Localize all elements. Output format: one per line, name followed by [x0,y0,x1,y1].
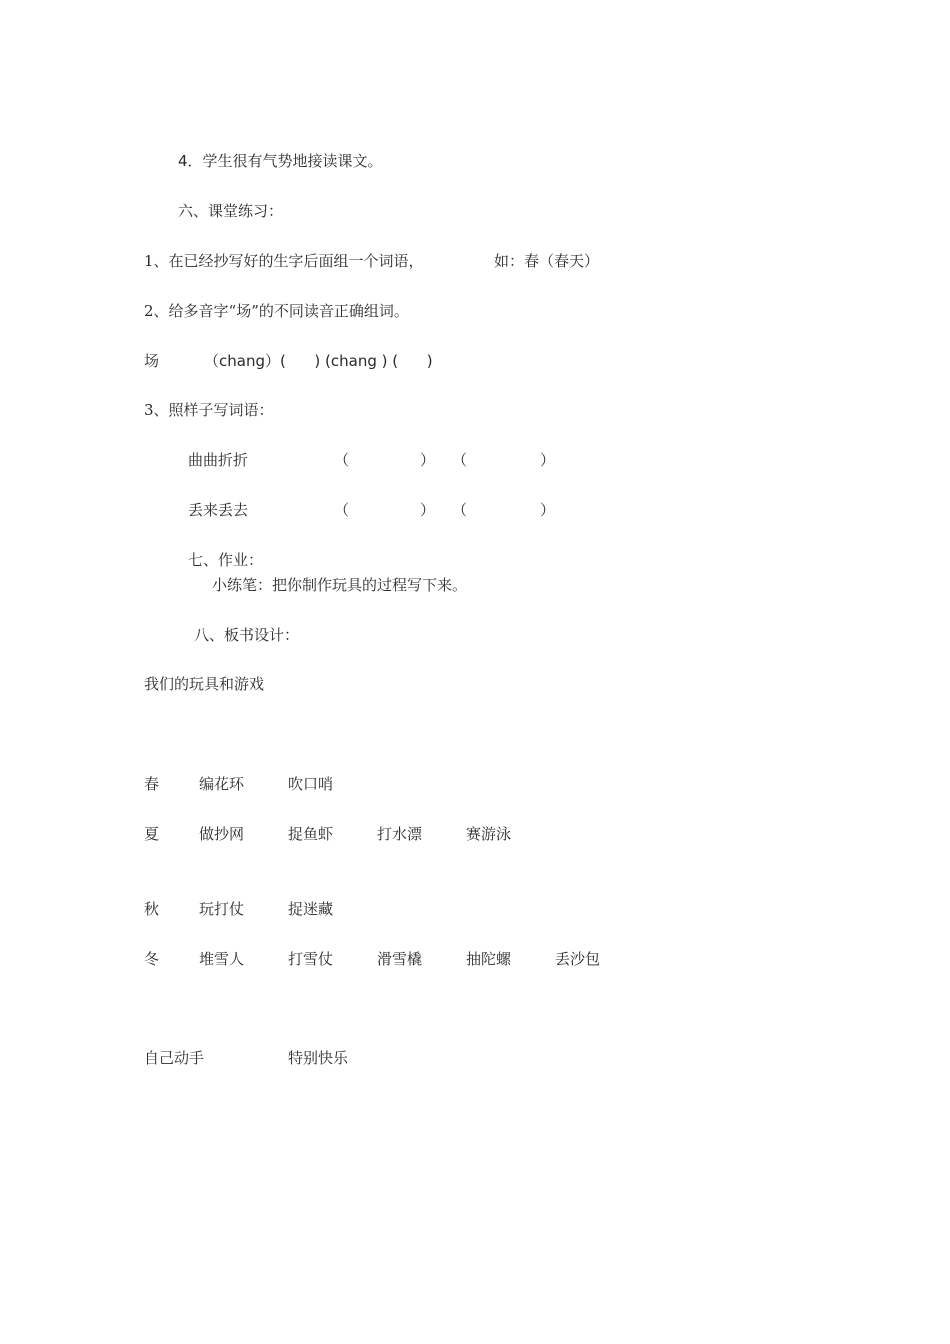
activity-item: 捉鱼虾 [288,825,334,843]
board-footer-right: 特别快乐 [288,1049,349,1067]
item-4-text: 学生很有气势地接读课文。 [202,152,383,170]
blank-2-close: ） [540,501,556,519]
exercise-2-char: 场 [144,352,160,370]
board-title: 我们的玩具和游戏 [144,675,265,693]
activity-item: 打雪仗 [288,950,334,968]
exercise-3-text: 3、照样子写词语： [144,401,274,419]
example-word: 丢来丢去 [188,501,249,519]
activity-item: 吹口哨 [288,775,334,793]
blank-1-open: （ [334,501,350,519]
section-7-title: 七、作业： [188,551,264,569]
activity-item: 捉迷藏 [288,900,334,918]
section-6-title: 六、课堂练习： [178,202,284,220]
activity-item: 丢沙包 [555,950,601,968]
item-4-number: 4． [178,152,203,170]
activity-item: 抽陀螺 [466,950,512,968]
blank-2-open: （ [452,501,468,519]
homework-text: 小练笔：把你制作玩具的过程写下来。 [212,576,468,594]
blank-1-close: ） [420,451,436,469]
activity-item: 打水漂 [377,825,423,843]
blank-2-open: （ [452,451,468,469]
exercise-2-text: 2、给多音字“场”的不同读音正确组词。 [144,302,409,320]
activity-item: 滑雪橇 [377,950,423,968]
blank-1-close: ） [420,501,436,519]
section-8-title: 八、板书设计： [194,626,300,644]
activity-item: 编花环 [199,775,245,793]
example-word: 曲曲折折 [188,451,249,469]
season-label: 夏 [144,825,160,843]
activity-item: 堆雪人 [199,950,245,968]
board-footer-left: 自己动手 [144,1049,205,1067]
exercise-2-pinyin-blanks: （chang）( ) (chang ) ( ) [204,352,433,370]
season-label: 冬 [144,950,160,968]
activity-item: 玩打仗 [199,900,245,918]
blank-2-close: ） [540,451,556,469]
exercise-1-example: 如：春（春天） [494,252,600,270]
activity-item: 做抄网 [199,825,245,843]
activity-item: 赛游泳 [466,825,512,843]
season-label: 春 [144,775,160,793]
season-label: 秋 [144,900,160,918]
blank-1-open: （ [334,451,350,469]
item-4 [178,151,383,171]
exercise-1-text: 1、在已经抄写好的生字后面组一个词语， [144,252,424,270]
